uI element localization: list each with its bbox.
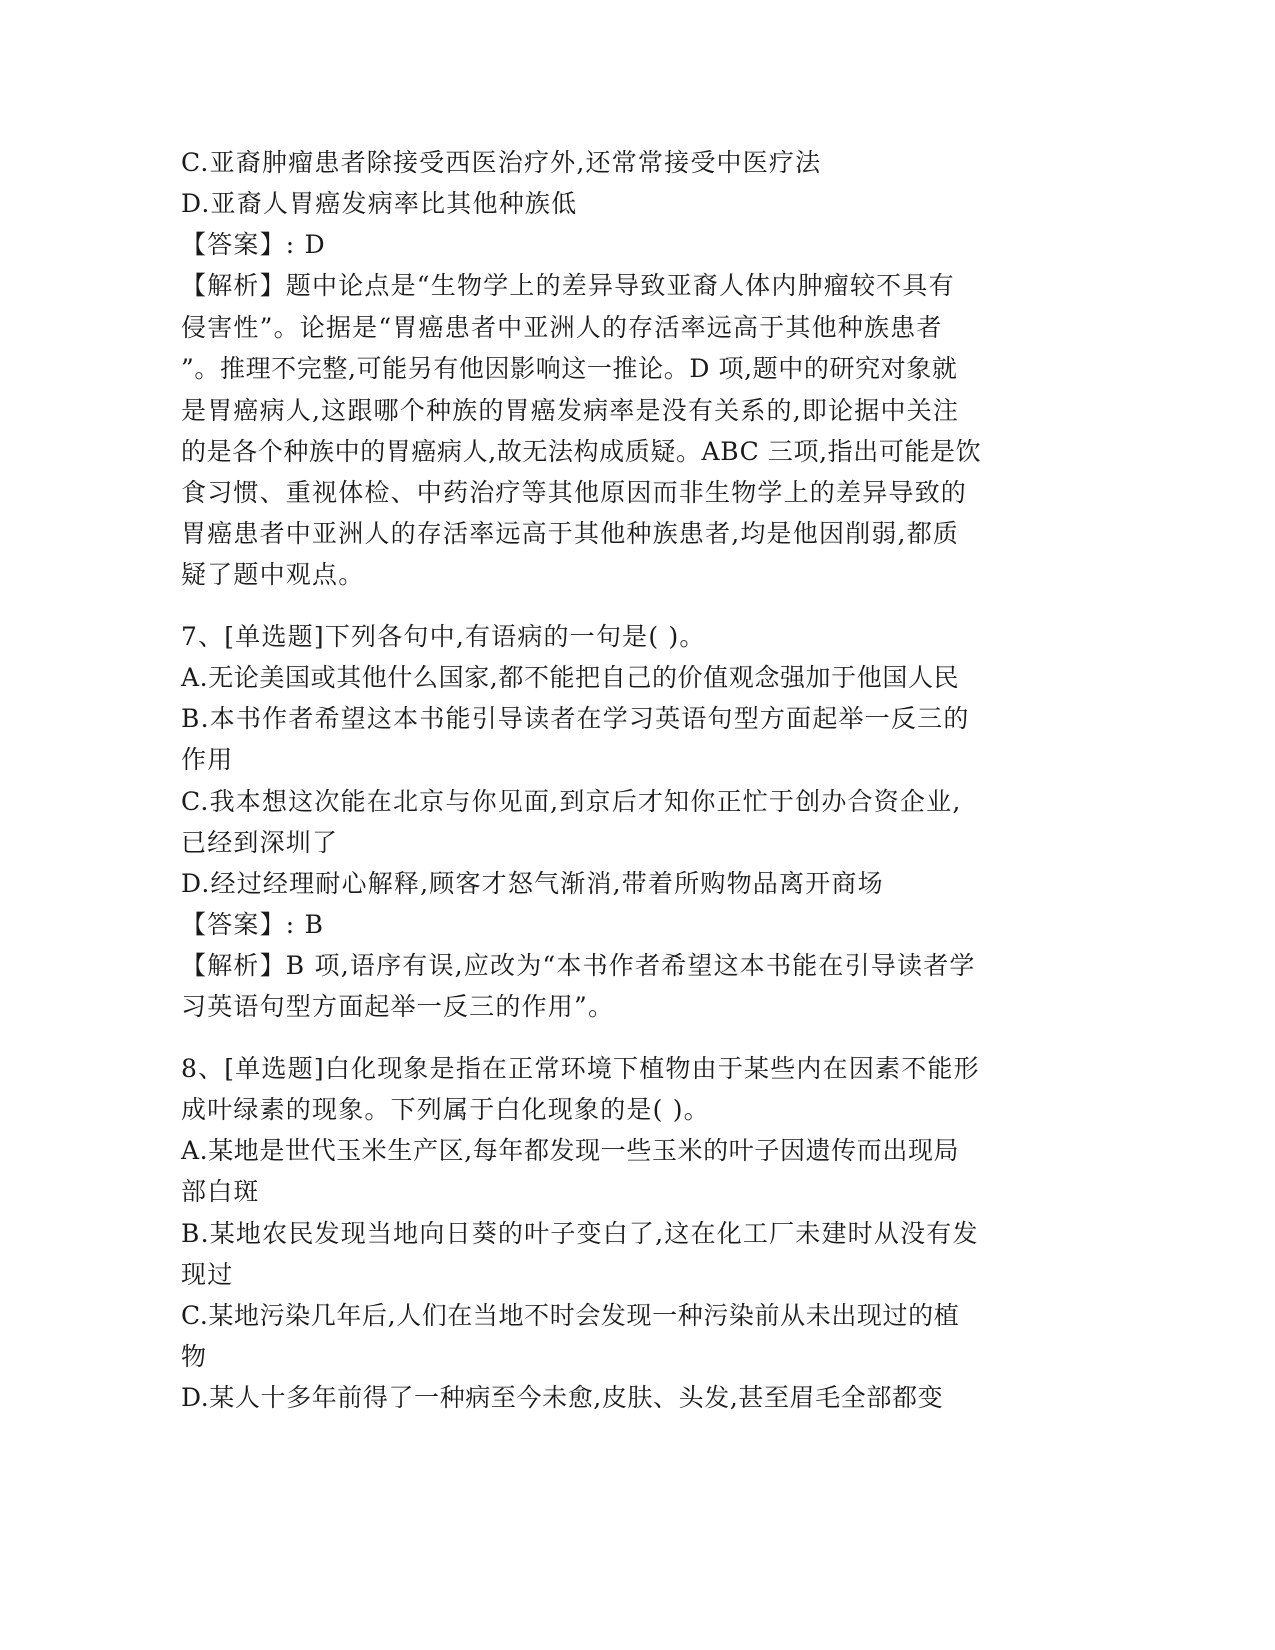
q8-stem-line: 成叶绿素的现象。下列属于白化现象的是( )。 [181, 1095, 710, 1124]
q6-analysis-line: 侵害性”。论据是“胃癌患者中亚洲人的存活率远高于其他种族患者 [181, 313, 943, 342]
q7-option-c-line: 已经到深圳了 [181, 828, 339, 857]
q6-analysis-line: 的是各个种族中的胃癌病人,故无法构成质疑。ABC 三项,指出可能是饮 [181, 437, 982, 466]
q7-option-b-line: 作用 [181, 745, 234, 774]
q8-option-c-line: 物 [181, 1342, 208, 1371]
q6-analysis-line: 疑了题中观点。 [181, 560, 365, 589]
q8-option-a-line: A.某地是世代玉米生产区,每年都发现一些玉米的叶子因遗传而出现局 [181, 1136, 960, 1165]
q7-option-d: D.经过经理耐心解释,顾客才怒气渐消,带着所购物品离开商场 [181, 869, 884, 898]
q7-option-a: A.无论美国或其他什么国家,都不能把自己的价值观念强加于他国人民 [181, 663, 960, 692]
q6-analysis-line: 是胃癌病人,这跟哪个种族的胃癌发病率是没有关系的,即论据中关注 [181, 396, 960, 425]
q7-option-c-line: C.我本想这次能在北京与你见面,到京后才知你正忙于创办合资企业, [181, 787, 962, 816]
q8-option-c-line: C.某地污染几年后,人们在当地不时会发现一种污染前从未出现过的植 [181, 1301, 960, 1330]
q7-stem: 7、[单选题]下列各句中,有语病的一句是( )。 [181, 622, 706, 651]
q6-option-c: C.亚裔肿瘤患者除接受西医治疗外,还常常接受中医疗法 [181, 148, 822, 177]
q8-option-b-line: 现过 [181, 1260, 234, 1289]
q8-option-a-line: 部白斑 [181, 1177, 260, 1206]
q8-stem-line: 8、[单选题]白化现象是指在正常环境下植物由于某些内在因素不能形 [181, 1054, 980, 1083]
q6-option-d: D.亚裔人胃癌发病率比其他种族低 [181, 189, 578, 218]
q8-option-d-line: D.某人十多年前得了一种病至今未愈,皮肤、头发,甚至眉毛全部都变 [181, 1383, 944, 1412]
q7-analysis-line: 习英语句型方面起举一反三的作用”。 [181, 992, 615, 1021]
q6-analysis-line: 【解析】题中论点是“生物学上的差异导致亚裔人体内肿瘤较不具有 [181, 271, 955, 300]
q6-analysis-line: 胃癌患者中亚洲人的存活率远高于其他种族患者,均是他因削弱,都质 [181, 519, 960, 548]
q7-answer: 【答案】: B [181, 910, 325, 939]
q7-option-b-line: B.本书作者希望这本书能引导读者在学习英语句型方面起举一反三的 [181, 704, 970, 733]
q8-option-b-line: B.某地农民发现当地向日葵的叶子变白了,这在化工厂未建时从没有发 [181, 1219, 979, 1248]
q6-answer: 【答案】: D [181, 230, 326, 259]
q7-analysis-line: 【解析】B 项,语序有误,应改为“本书作者希望这本书能在引导读者学 [181, 951, 976, 980]
q6-analysis-line: 食习惯、重视体检、中药治疗等其他原因而非生物学上的差异导致的 [181, 478, 968, 507]
q6-analysis-line: ”。推理不完整,可能另有他因影响这一推论。D 项,题中的研究对象就 [181, 354, 958, 383]
